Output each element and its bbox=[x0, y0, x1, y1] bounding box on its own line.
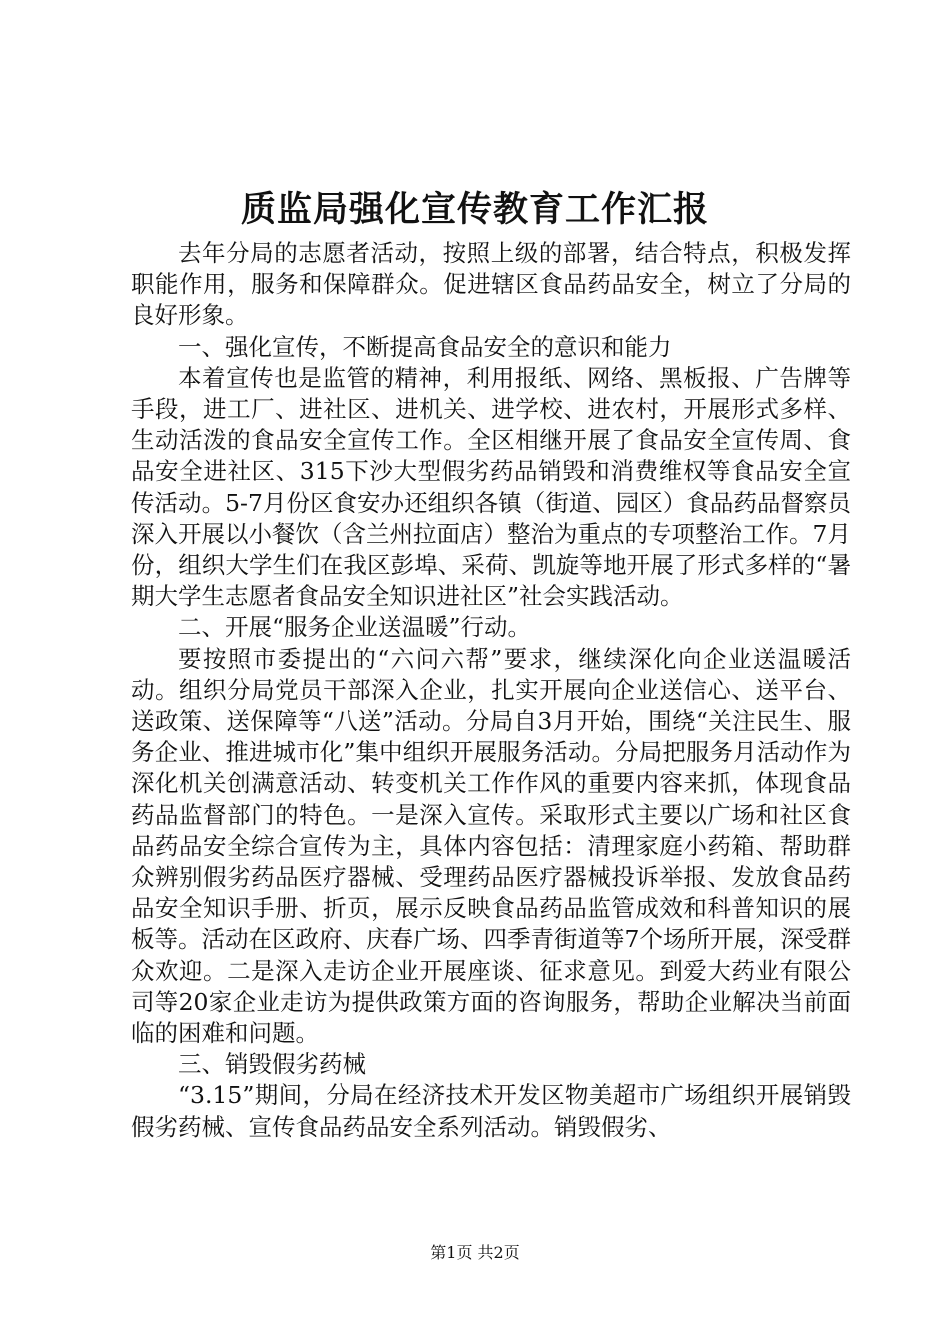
page-footer: 第1页 共2页 bbox=[430, 1243, 520, 1262]
section-heading-1: 一、强化宣传，不断提高食品安全的意识和能力 bbox=[178, 332, 672, 361]
document-body bbox=[131, 238, 851, 1143]
section-heading-3: 三、销毁假劣药械 bbox=[178, 1050, 366, 1079]
paragraph-section-3: “3.15”期间，分局在经济技术开发区物美超市广场组织开展销毁假劣药械、宣传食品药品安全系列活动。销毁假劣、 bbox=[131, 1081, 851, 1141]
document-title: 质监局强化宣传教育工作汇报 bbox=[240, 189, 709, 230]
paragraph-section-2: 要按照市委提出的“六问六帮”要求，继续深化向企业送温暖活动。组织分局党员干部深入企业，扎实开展向企业送信心、送平台、送政策、送保障等“八送”活动。分局自3月开始，围绕“关注民生、服务企业、推进城市化”集中组织开展服务活动。分局把服务月活动作为深化机关创满意活动、转变机关工作作风的重要内容来抓，体现食品药品监督部门的特色。一是深入宣传。采取形式主要以广场和社区食品药品安全综合宣传为主，具体内容包括：清理家庭小药箱、帮助群众辨别假劣药品医疗器械、受理药品医疗器械投诉举报、发放食品药品安全知识手册、折页，展示反映食品药品监管成效和科普知识的展板等。活动在区政府、庆春广场、四季青街道等7个场所开展，深受群众欢迎。二是深入走访企业开展座谈、征求意见。到爱大药业有限公司等20家企业走访为提供政策方面的咨询服务，帮助企业解决当前面临的困难和问题。 bbox=[131, 644, 851, 1048]
paragraph-section-1: 本着宣传也是监管的精神，利用报纸、网络、黑板报、广告牌等手段，进工厂、进社区、进机关、进学校、进农村，开展形式多样、生动活泼的食品安全宣传工作。全区相继开展了食品安全宣传周、食品安全进社区、315下沙大型假劣药品销毁和消费维权等食品安全宣传活动。5-7月份区食安办还组织各镇（街道、园区）食品药品督察员深入开展以小餐饮（含兰州拉面店）整治为重点的专项整治工作。7月份，组织大学生们在我区彭埠、采荷、凯旋等地开展了形式多样的“暑期大学生志愿者食品安全知识进社区”社会实践活动。 bbox=[131, 363, 851, 611]
section-heading-2: 二、开展“服务企业送温暖”行动。 bbox=[178, 613, 532, 642]
paragraph-intro: 去年分局的志愿者活动，按照上级的部署，结合特点，积极发挥职能作用，服务和保障群众。促进辖区食品药品安全，树立了分局的良好形象。 bbox=[131, 239, 851, 330]
